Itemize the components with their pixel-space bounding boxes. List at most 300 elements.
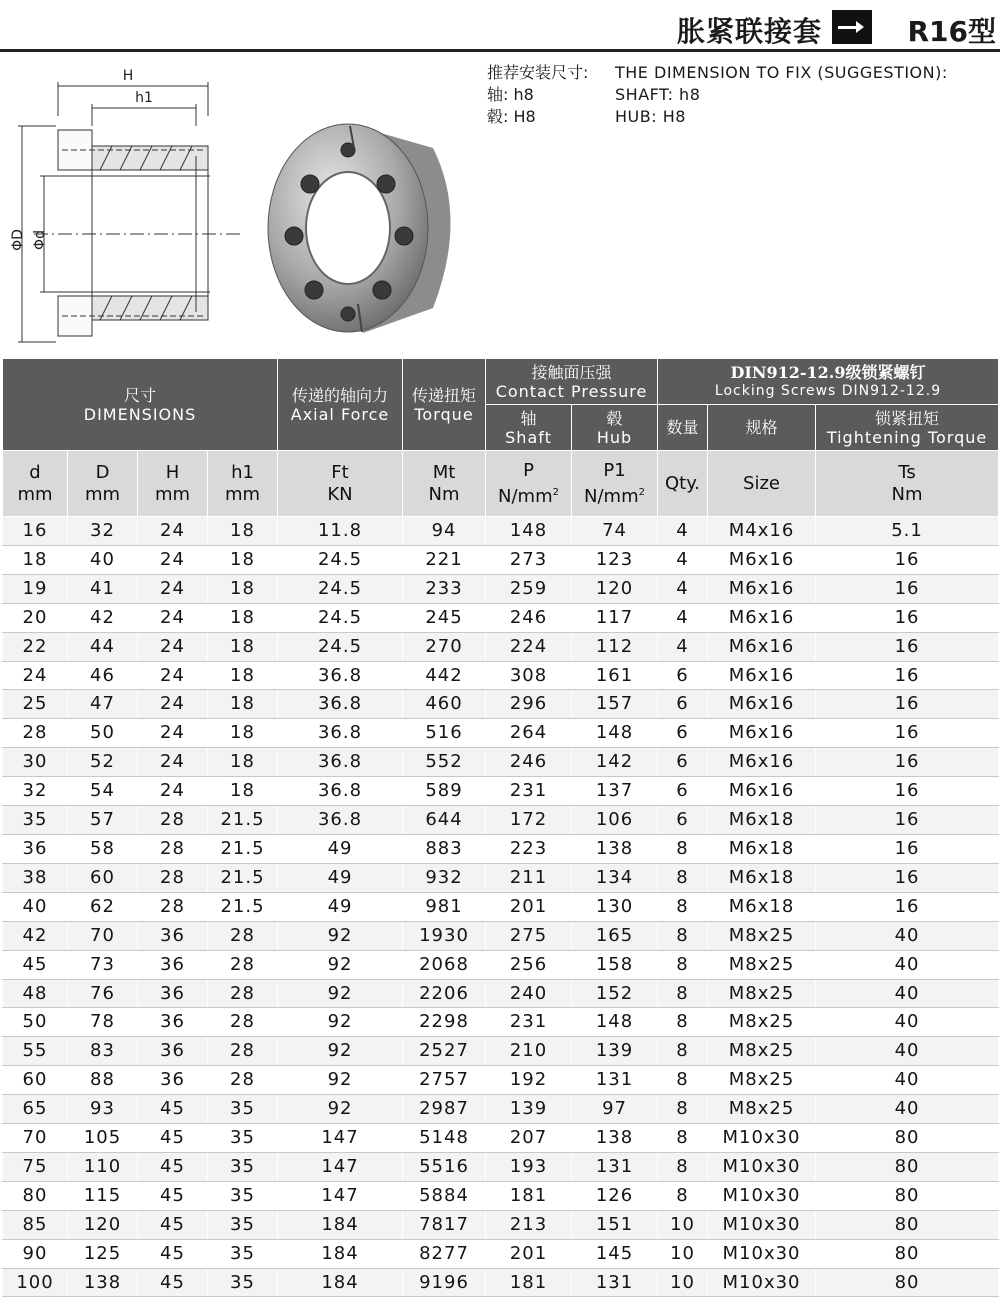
table-cell: 70: [68, 921, 138, 950]
unit-cell: Qty.: [658, 451, 708, 517]
table-cell: 223: [486, 834, 572, 863]
table-cell: 28: [208, 1037, 278, 1066]
table-cell: 24: [138, 661, 208, 690]
table-cell: 21.5: [208, 806, 278, 835]
table-cell: 92: [278, 1037, 403, 1066]
table-row: [3, 950, 999, 979]
table-cell: 28: [3, 719, 68, 748]
table-cell: 24: [138, 517, 208, 546]
table-cell: 106: [572, 806, 658, 835]
table-cell: 2987: [403, 1095, 486, 1124]
table-cell: 28: [138, 892, 208, 921]
table-cell: 90: [3, 1239, 68, 1268]
table-cell: 883: [403, 834, 486, 863]
table-cell: 62: [68, 892, 138, 921]
table-cell: 16: [816, 574, 999, 603]
table-cell: 80: [3, 1181, 68, 1210]
table-cell: 75: [3, 1152, 68, 1181]
table-cell: 5884: [403, 1181, 486, 1210]
table-cell: 92: [278, 950, 403, 979]
table-cell: M8x25: [708, 1095, 816, 1124]
table-cell: 45: [138, 1239, 208, 1268]
table-cell: 49: [278, 834, 403, 863]
table-cell: 60: [3, 1066, 68, 1095]
table-cell: 16: [816, 892, 999, 921]
table-cell: 221: [403, 545, 486, 574]
header-torque: 传递扭矩 Torque: [403, 359, 486, 451]
product-photo: [258, 108, 468, 348]
table-cell: 24.5: [278, 545, 403, 574]
table-cell: 32: [68, 517, 138, 546]
table-cell: 11.8: [278, 517, 403, 546]
unit-cell: Mt Nm: [403, 451, 486, 517]
table-cell: 52: [68, 748, 138, 777]
table-cell: 5.1: [816, 517, 999, 546]
table-cell: 44: [68, 632, 138, 661]
table-cell: 130: [572, 892, 658, 921]
table-cell: 28: [208, 979, 278, 1008]
table-cell: 38: [3, 863, 68, 892]
table-row: [3, 603, 999, 632]
table-cell: 123: [572, 545, 658, 574]
table-cell: 18: [208, 574, 278, 603]
header-hub: 毂 Hub: [572, 405, 658, 451]
table-cell: 460: [403, 690, 486, 719]
table-cell: 192: [486, 1066, 572, 1095]
unit-cell: D mm: [68, 451, 138, 517]
table-cell: 201: [486, 1239, 572, 1268]
table-cell: 165: [572, 921, 658, 950]
table-cell: 35: [208, 1181, 278, 1210]
table-cell: 110: [68, 1152, 138, 1181]
table-cell: 92: [278, 1095, 403, 1124]
table-row: [3, 1210, 999, 1239]
table-cell: 18: [208, 748, 278, 777]
table-cell: 45: [138, 1095, 208, 1124]
fit-title-en: THE DIMENSION TO FIX (SUGGESTION):: [615, 63, 948, 82]
table-cell: 7817: [403, 1210, 486, 1239]
table-cell: 224: [486, 632, 572, 661]
table-cell: 18: [208, 603, 278, 632]
table-cell: 28: [208, 921, 278, 950]
table-cell: 83: [68, 1037, 138, 1066]
table-cell: 2068: [403, 950, 486, 979]
table-row: [3, 719, 999, 748]
table-cell: 24.5: [278, 632, 403, 661]
table-cell: 45: [138, 1210, 208, 1239]
unit-cell: Size: [708, 451, 816, 517]
table-cell: 24: [138, 545, 208, 574]
table-cell: 115: [68, 1181, 138, 1210]
table-cell: 28: [208, 1066, 278, 1095]
table-cell: 184: [278, 1239, 403, 1268]
table-cell: 80: [816, 1152, 999, 1181]
table-cell: 40: [3, 892, 68, 921]
table-cell: 50: [3, 1008, 68, 1037]
table-cell: 151: [572, 1210, 658, 1239]
table-cell: 16: [816, 777, 999, 806]
table-cell: 10: [658, 1210, 708, 1239]
table-cell: 80: [816, 1124, 999, 1153]
table-cell: 148: [486, 517, 572, 546]
table-cell: 60: [68, 863, 138, 892]
table-cell: 16: [816, 834, 999, 863]
table-cell: 147: [278, 1181, 403, 1210]
cross-section-drawing: [0, 56, 250, 352]
table-cell: 16: [816, 719, 999, 748]
dim-d-label: Φd: [32, 230, 48, 250]
table-cell: 245: [403, 603, 486, 632]
table-cell: 36.8: [278, 777, 403, 806]
table-cell: 85: [3, 1210, 68, 1239]
table-cell: 8: [658, 1066, 708, 1095]
table-cell: 589: [403, 777, 486, 806]
table-cell: 131: [572, 1152, 658, 1181]
table-cell: 36: [138, 1037, 208, 1066]
table-cell: 74: [572, 517, 658, 546]
table-cell: 41: [68, 574, 138, 603]
table-cell: 516: [403, 719, 486, 748]
header-contact-pressure: 接触面压强 Contact Pressure: [486, 359, 658, 405]
table-cell: 5516: [403, 1152, 486, 1181]
table-cell: 6: [658, 777, 708, 806]
table-row: [3, 545, 999, 574]
table-cell: 6: [658, 748, 708, 777]
table-cell: 32: [3, 777, 68, 806]
table-cell: 8: [658, 1037, 708, 1066]
table-cell: M6x16: [708, 545, 816, 574]
table-cell: 273: [486, 545, 572, 574]
table-cell: 207: [486, 1124, 572, 1153]
table-cell: 24: [138, 719, 208, 748]
table-cell: M4x16: [708, 517, 816, 546]
table-cell: 8: [658, 921, 708, 950]
table-cell: 28: [138, 806, 208, 835]
table-cell: 18: [208, 661, 278, 690]
table-cell: 147: [278, 1124, 403, 1153]
table-cell: M10x30: [708, 1210, 816, 1239]
table-row: [3, 921, 999, 950]
table-cell: M6x18: [708, 892, 816, 921]
table-cell: 4: [658, 545, 708, 574]
table-cell: 16: [816, 748, 999, 777]
table-cell: 134: [572, 863, 658, 892]
table-cell: 181: [486, 1268, 572, 1297]
table-cell: 92: [278, 1008, 403, 1037]
table-cell: 6: [658, 690, 708, 719]
table-cell: 40: [816, 979, 999, 1008]
table-row: [3, 863, 999, 892]
header-axial-force: 传递的轴向力 Axial Force: [278, 359, 403, 451]
table-cell: 36: [3, 834, 68, 863]
table-cell: 48: [3, 979, 68, 1008]
table-cell: 28: [208, 1008, 278, 1037]
table-cell: 148: [572, 1008, 658, 1037]
table-cell: M6x18: [708, 806, 816, 835]
table-cell: 70: [3, 1124, 68, 1153]
table-cell: 45: [138, 1152, 208, 1181]
table-cell: 117: [572, 603, 658, 632]
table-cell: 10: [658, 1268, 708, 1297]
table-cell: 1930: [403, 921, 486, 950]
fit-shaft-cn: 轴: h8: [487, 85, 534, 104]
table-cell: 4: [658, 574, 708, 603]
table-cell: 2757: [403, 1066, 486, 1095]
table-cell: 55: [3, 1037, 68, 1066]
table-cell: 231: [486, 1008, 572, 1037]
header-dimensions: 尺寸 DIMENSIONS: [3, 359, 278, 451]
table-cell: 120: [68, 1210, 138, 1239]
table-cell: 24: [138, 748, 208, 777]
table-cell: 105: [68, 1124, 138, 1153]
table-cell: 28: [138, 863, 208, 892]
fit-title-cn: 推荐安装尺寸:: [487, 63, 589, 82]
table-cell: M8x25: [708, 950, 816, 979]
table-cell: 8: [658, 1095, 708, 1124]
header-shaft: 轴 Shaft: [486, 405, 572, 451]
table-cell: 18: [208, 517, 278, 546]
table-cell: 45: [138, 1181, 208, 1210]
table-cell: 181: [486, 1181, 572, 1210]
table-cell: 46: [68, 661, 138, 690]
table-cell: 4: [658, 517, 708, 546]
table-cell: 24: [3, 661, 68, 690]
table-cell: 42: [68, 603, 138, 632]
table-cell: 18: [208, 690, 278, 719]
table-cell: 65: [3, 1095, 68, 1124]
table-cell: 8: [658, 950, 708, 979]
model-code: R16型: [907, 15, 996, 48]
table-cell: 28: [138, 834, 208, 863]
table-row: [3, 1008, 999, 1037]
table-row: [3, 1066, 999, 1095]
table-cell: 88: [68, 1066, 138, 1095]
table-cell: 4: [658, 632, 708, 661]
table-cell: 138: [68, 1268, 138, 1297]
dim-h1-label: h1: [135, 90, 153, 106]
table-cell: 36.8: [278, 806, 403, 835]
table-cell: 45: [138, 1268, 208, 1297]
table-cell: 6: [658, 806, 708, 835]
table-cell: 24: [138, 777, 208, 806]
table-cell: M10x30: [708, 1268, 816, 1297]
arrow-box-icon: [832, 10, 872, 44]
table-cell: 240: [486, 979, 572, 1008]
table-cell: 210: [486, 1037, 572, 1066]
table-cell: M8x25: [708, 1037, 816, 1066]
table-cell: 36: [138, 979, 208, 1008]
table-cell: 16: [816, 603, 999, 632]
table-cell: 161: [572, 661, 658, 690]
table-cell: 80: [816, 1268, 999, 1297]
table-cell: 42: [3, 921, 68, 950]
table-cell: 139: [486, 1095, 572, 1124]
table-cell: 981: [403, 892, 486, 921]
table-cell: 49: [278, 863, 403, 892]
spec-table: [2, 358, 999, 1297]
table-cell: 157: [572, 690, 658, 719]
table-cell: 40: [816, 1066, 999, 1095]
table-cell: 131: [572, 1268, 658, 1297]
table-cell: 36: [138, 950, 208, 979]
table-cell: 36.8: [278, 690, 403, 719]
table-row: [3, 806, 999, 835]
table-cell: 201: [486, 892, 572, 921]
table-cell: 8: [658, 1152, 708, 1181]
table-cell: 92: [278, 1066, 403, 1095]
unit-cell: Ts Nm: [816, 451, 999, 517]
table-cell: M8x25: [708, 1008, 816, 1037]
unit-cell: P1 $N/mm^2$: [572, 451, 658, 517]
table-cell: 18: [208, 777, 278, 806]
table-row: [3, 690, 999, 719]
table-cell: 158: [572, 950, 658, 979]
table-cell: 6: [658, 661, 708, 690]
table-cell: 18: [208, 632, 278, 661]
header-size: 规格: [708, 405, 816, 451]
table-cell: 644: [403, 806, 486, 835]
table-cell: M6x16: [708, 748, 816, 777]
table-cell: 58: [68, 834, 138, 863]
table-cell: 147: [278, 1152, 403, 1181]
units-row: [3, 451, 999, 517]
header-qty: 数量: [658, 405, 708, 451]
title-bar: [0, 0, 1000, 52]
table-cell: 10: [658, 1239, 708, 1268]
table-cell: 145: [572, 1239, 658, 1268]
table-row: [3, 1124, 999, 1153]
table-cell: 40: [816, 921, 999, 950]
table-cell: 142: [572, 748, 658, 777]
table-cell: M10x30: [708, 1124, 816, 1153]
table-cell: M6x18: [708, 834, 816, 863]
table-cell: 184: [278, 1268, 403, 1297]
table-cell: M8x25: [708, 979, 816, 1008]
table-cell: 80: [816, 1181, 999, 1210]
table-cell: M10x30: [708, 1239, 816, 1268]
table-cell: 233: [403, 574, 486, 603]
table-cell: 2527: [403, 1037, 486, 1066]
table-cell: 8: [658, 834, 708, 863]
unit-cell: d mm: [3, 451, 68, 517]
header-tightening-torque: 锁紧扭矩 Tightening Torque: [816, 405, 999, 451]
table-cell: 193: [486, 1152, 572, 1181]
table-cell: 16: [816, 863, 999, 892]
title-divider: [0, 49, 1000, 52]
table-cell: 47: [68, 690, 138, 719]
table-cell: 35: [208, 1268, 278, 1297]
table-cell: 442: [403, 661, 486, 690]
table-cell: 24: [138, 690, 208, 719]
table-cell: 50: [68, 719, 138, 748]
table-row: [3, 632, 999, 661]
table-cell: 112: [572, 632, 658, 661]
table-row: [3, 777, 999, 806]
table-cell: 18: [208, 545, 278, 574]
table-cell: 9196: [403, 1268, 486, 1297]
table-cell: 296: [486, 690, 572, 719]
table-cell: 24: [138, 603, 208, 632]
table-cell: 20: [3, 603, 68, 632]
table-cell: 270: [403, 632, 486, 661]
table-cell: 40: [816, 1037, 999, 1066]
table-cell: 138: [572, 1124, 658, 1153]
table-cell: 137: [572, 777, 658, 806]
table-cell: 5148: [403, 1124, 486, 1153]
table-cell: 28: [208, 950, 278, 979]
table-cell: 246: [486, 603, 572, 632]
table-cell: 264: [486, 719, 572, 748]
table-row: [3, 892, 999, 921]
table-row: [3, 748, 999, 777]
table-cell: 8: [658, 892, 708, 921]
unit-cell: Ft KN: [278, 451, 403, 517]
table-cell: M10x30: [708, 1181, 816, 1210]
table-row: [3, 574, 999, 603]
table-cell: 45: [138, 1124, 208, 1153]
table-row: [3, 1181, 999, 1210]
table-cell: 8: [658, 1124, 708, 1153]
dim-D-label: ΦD: [10, 229, 26, 251]
table-cell: 16: [816, 661, 999, 690]
table-cell: 259: [486, 574, 572, 603]
table-row: [3, 1152, 999, 1181]
table-cell: 552: [403, 748, 486, 777]
table-cell: 120: [572, 574, 658, 603]
table-cell: M8x25: [708, 921, 816, 950]
table-cell: 36.8: [278, 661, 403, 690]
table-cell: 8: [658, 1008, 708, 1037]
table-cell: 25: [3, 690, 68, 719]
table-cell: 40: [68, 545, 138, 574]
table-cell: M6x16: [708, 719, 816, 748]
table-cell: 35: [208, 1210, 278, 1239]
table-cell: M6x16: [708, 574, 816, 603]
table-cell: 18: [3, 545, 68, 574]
table-cell: M10x30: [708, 1152, 816, 1181]
table-cell: 18: [208, 719, 278, 748]
table-cell: 73: [68, 950, 138, 979]
table-row: [3, 1095, 999, 1124]
table-cell: 2206: [403, 979, 486, 1008]
table-cell: 36: [138, 1066, 208, 1095]
table-cell: 213: [486, 1210, 572, 1239]
table-cell: 152: [572, 979, 658, 1008]
table-cell: 148: [572, 719, 658, 748]
table-cell: 80: [816, 1210, 999, 1239]
table-cell: 92: [278, 979, 403, 1008]
table-cell: 57: [68, 806, 138, 835]
table-cell: 131: [572, 1066, 658, 1095]
table-cell: 139: [572, 1037, 658, 1066]
table-cell: 40: [816, 950, 999, 979]
table-cell: 21.5: [208, 863, 278, 892]
dim-H-label: H: [122, 68, 134, 84]
unit-cell: h1 mm: [208, 451, 278, 517]
table-cell: 54: [68, 777, 138, 806]
table-row: [3, 834, 999, 863]
table-cell: 24: [138, 632, 208, 661]
table-cell: 932: [403, 863, 486, 892]
table-row: [3, 1037, 999, 1066]
table-cell: 35: [3, 806, 68, 835]
table-cell: 8: [658, 1181, 708, 1210]
table-cell: 16: [3, 517, 68, 546]
table-cell: 92: [278, 921, 403, 950]
table-cell: 19: [3, 574, 68, 603]
table-row: [3, 661, 999, 690]
table-cell: 36: [138, 1008, 208, 1037]
